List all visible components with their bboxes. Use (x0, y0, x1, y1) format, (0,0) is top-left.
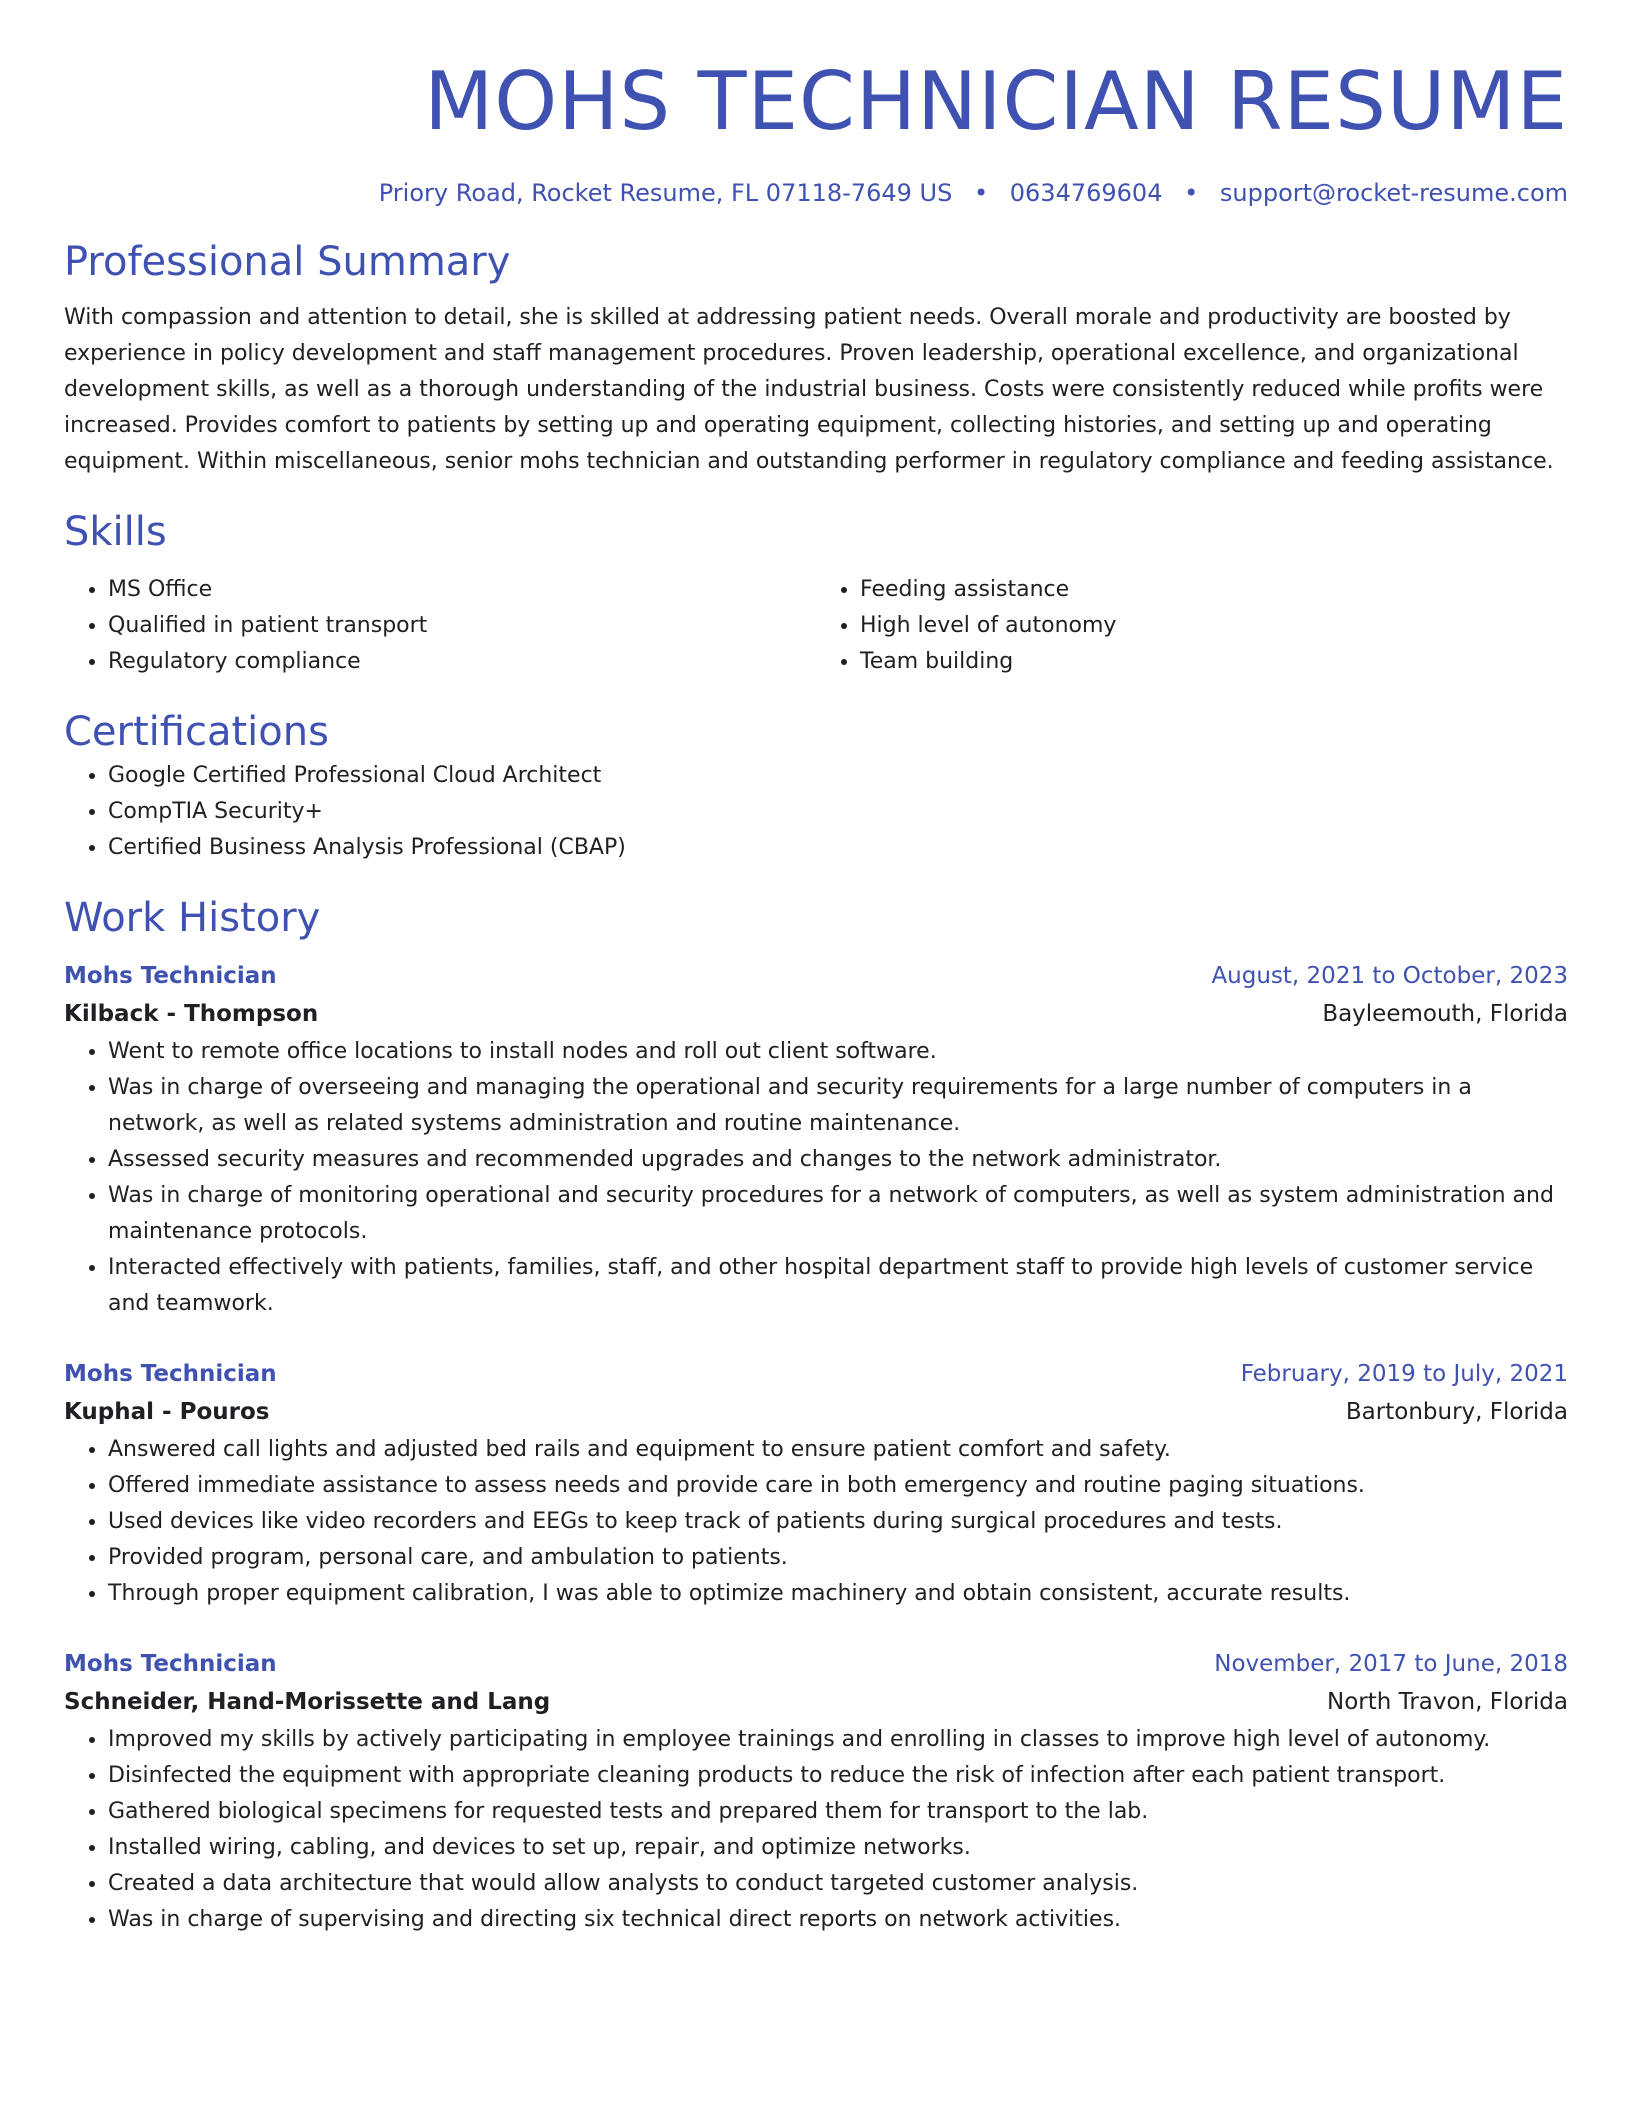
bullet-separator: • (973, 179, 989, 207)
job-location: North Travon, Florida (1327, 1689, 1568, 1715)
bullet-separator: • (1184, 179, 1199, 207)
contact-line (64, 178, 1568, 208)
job-bullet: • Interacted effectively with patients, families, staff, and other hospital department staff to provide high levels of customer service and teamwork. (108, 1250, 1568, 1322)
job-company-row (64, 1392, 1568, 1432)
contact-address: Priory Road, Rocket Resume, FL 07118-7649 US (378, 179, 953, 207)
job-header-row (64, 958, 1568, 994)
skills-list-left (64, 572, 816, 680)
certifications-heading: Certifications (64, 709, 329, 755)
job-bullet: • Through proper equipment calibration, I was able to optimize machinery and obtain consistent, accurate results. (108, 1576, 1568, 1612)
job-bullet: • Went to remote office locations to install nodes and roll out client software. (108, 1034, 1568, 1070)
job-bullet: • Created a data architecture that would allow analysts to conduct targeted customer analysis. (108, 1866, 1568, 1902)
job-bullet: • Gathered biological specimens for requested tests and prepared them for transport to the lab. (108, 1794, 1568, 1830)
job-bullet: • Was in charge of overseeing and managing the operational and security requirements for a large number of computers in a network, as well as related systems administration and routine maintenance. (108, 1070, 1568, 1142)
job-bullet: • Installed wiring, cabling, and devices to set up, repair, and optimize networks. (108, 1830, 1568, 1866)
certifications-list (64, 758, 1568, 866)
skill-item: • MS Office (108, 572, 816, 608)
contact-email[interactable]: support@rocket-resume.com (1219, 179, 1568, 207)
certification-item: • CompTIA Security+ (108, 794, 1568, 830)
certification-item: • Google Certified Professional Cloud Architect (108, 758, 1568, 794)
skill-item: • Regulatory compliance (108, 644, 816, 680)
job-dates: November, 2017 to June, 2018 (1214, 1651, 1568, 1677)
skills-grid (64, 572, 1568, 680)
job-dates: August, 2021 to October, 2023 (1211, 963, 1568, 989)
job-company: Kilback - Thompson (64, 1001, 319, 1027)
job-entry (64, 1646, 1568, 1938)
job-bullet: • Improved my skills by actively participating in employee trainings and enrolling in classes to improve high level of autonomy. (108, 1722, 1568, 1758)
contact-phone: 0634769604 (1009, 179, 1163, 207)
job-header-row (64, 1356, 1568, 1392)
resume-page (64, 0, 1568, 1938)
summary-text: With compassion and attention to detail, she is skilled at addressing patient needs. Overall morale and productivity are boosted by experience in policy development and staff management procedures. Proven leadership, operational excellence, and organizational development skills, as well as a thorough understanding of the industrial business. Costs were consistently reduced while profits were increased. Provides comfort to patients by setting up and operating equipment, collecting histories, and setting up and operating equipment. Within miscellaneous, senior mohs technician and outstanding performer in regulatory compliance and feeding assistance. (64, 305, 1554, 474)
job-title: Mohs Technician (64, 963, 277, 989)
job-company-row (64, 1682, 1568, 1722)
skills-list-right (816, 572, 1568, 680)
job-company-row (64, 994, 1568, 1034)
job-bullets (64, 1722, 1568, 1938)
job-entry (64, 1356, 1568, 1612)
skill-item: • Qualified in patient transport (108, 608, 816, 644)
job-location: Bartonbury, Florida (1345, 1399, 1568, 1425)
job-header-row (64, 1646, 1568, 1682)
skill-item: • High level of autonomy (860, 608, 1568, 644)
resume-title: MOHS TECHNICIAN RESUME (424, 55, 1568, 148)
job-bullets (64, 1034, 1568, 1322)
job-bullets (64, 1432, 1568, 1612)
job-bullet: • Used devices like video recorders and EEGs to keep track of patients during surgical procedures and tests. (108, 1504, 1568, 1540)
job-company: Schneider, Hand-Morissette and Lang (64, 1689, 551, 1715)
skill-item: • Feeding assistance (860, 572, 1568, 608)
certification-item: • Certified Business Analysis Professional (CBAP) (108, 830, 1568, 866)
job-bullet: • Was in charge of monitoring operational and security procedures for a network of computers, as well as system administration and maintenance protocols. (108, 1178, 1568, 1250)
job-bullet: • Offered immediate assistance to assess needs and provide care in both emergency and routine paging situations. (108, 1468, 1568, 1504)
job-location: Bayleemouth, Florida (1322, 1001, 1568, 1027)
job-bullet: • Disinfected the equipment with appropriate cleaning products to reduce the risk of infection after each patient transport. (108, 1758, 1568, 1794)
job-bullet: • Assessed security measures and recommended upgrades and changes to the network administrator. (108, 1142, 1568, 1178)
job-title: Mohs Technician (64, 1361, 277, 1387)
skills-heading: Skills (64, 509, 167, 555)
job-entry (64, 958, 1568, 1322)
job-bullet: • Was in charge of supervising and directing six technical direct reports on network activities. (108, 1902, 1568, 1938)
job-title: Mohs Technician (64, 1651, 277, 1677)
work-history-heading: Work History (64, 895, 321, 941)
job-dates: February, 2019 to July, 2021 (1240, 1361, 1568, 1387)
skill-item: • Team building (860, 644, 1568, 680)
job-bullet: • Answered call lights and adjusted bed rails and equipment to ensure patient comfort and safety. (108, 1432, 1568, 1468)
summary-heading: Professional Summary (64, 239, 511, 285)
job-bullet: • Provided program, personal care, and ambulation to patients. (108, 1540, 1568, 1576)
job-company: Kuphal - Pouros (64, 1399, 270, 1425)
